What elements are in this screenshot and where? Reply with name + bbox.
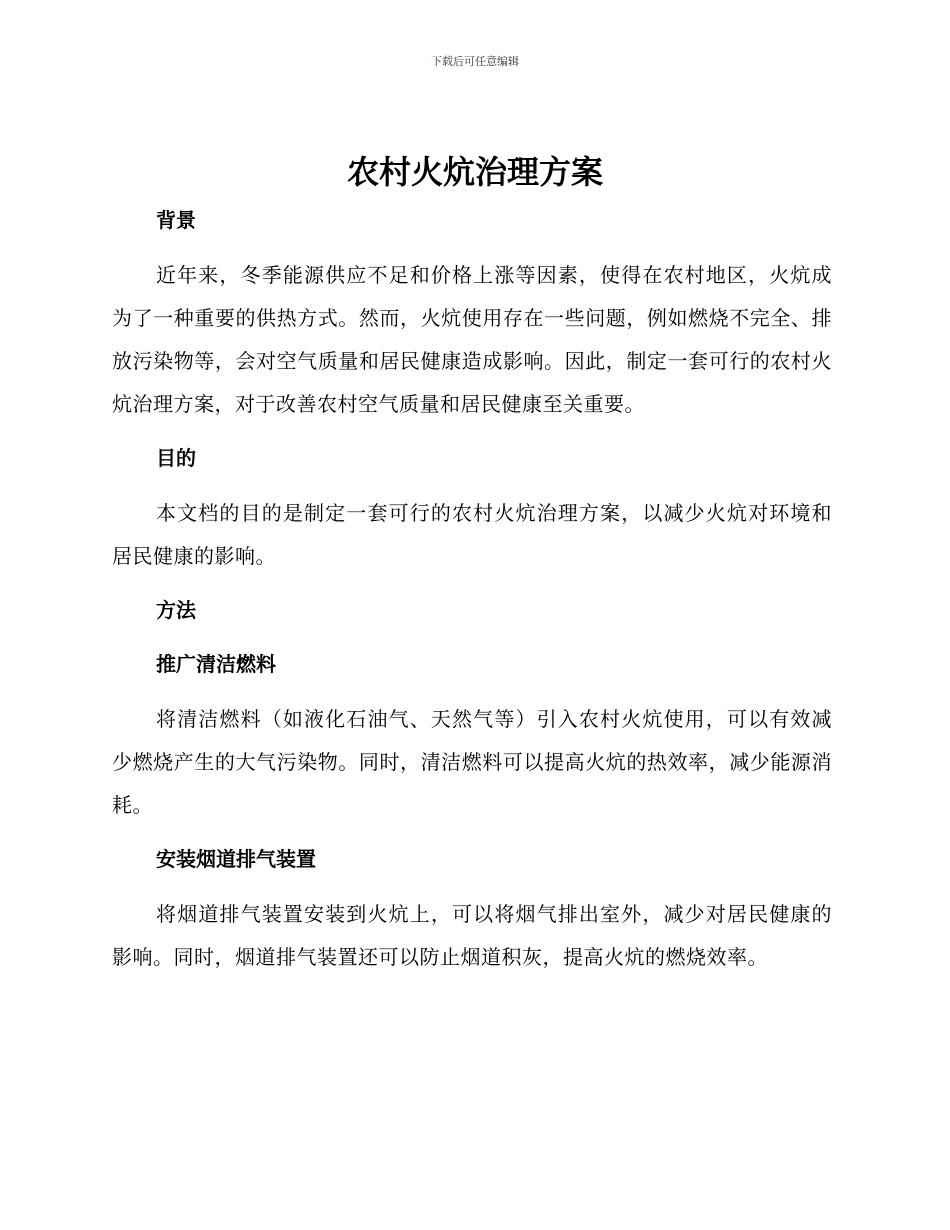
section-heading-purpose: 目的 (156, 446, 196, 470)
section-purpose (112, 438, 832, 578)
section-background (112, 200, 832, 426)
paragraph-purpose: 本文档的目的是制定一套可行的农村火炕治理方案，以减少火炕对环境和居民健康的影响。 (112, 501, 832, 568)
header-note: 下载后可任意编辑 (431, 55, 519, 68)
section-flue-exhaust (112, 839, 832, 979)
section-clean-fuel (112, 644, 832, 827)
section-heading-methods: 方法 (156, 598, 196, 622)
section-heading-flue-exhaust: 安装烟道排气装置 (156, 847, 316, 871)
document-body (112, 200, 832, 991)
section-methods (112, 590, 832, 630)
section-heading-background: 背景 (156, 208, 196, 232)
document-title: 农村火炕治理方案 (346, 153, 603, 191)
section-heading-clean-fuel: 推广清洁燃料 (156, 652, 276, 676)
paragraph-flue-exhaust: 将烟道排气装置安装到火炕上，可以将烟气排出室外，减少对居民健康的影响。同时，烟道排气装置还可以防止烟道积灰，提高火炕的燃烧效率。 (112, 902, 832, 969)
paragraph-clean-fuel: 将清洁燃料（如液化石油气、天然气等）引入农村火炕使用，可以有效减少燃烧产生的大气污染物。同时，清洁燃料可以提高火炕的热效率，减少能源消耗。 (112, 707, 832, 817)
paragraph-background: 近年来，冬季能源供应不足和价格上涨等因素，使得在农村地区，火炕成为了一种重要的供热方式。然而，火炕使用存在一些问题，例如燃烧不完全、排放污染物等，会对空气质量和居民健康造成影响。因此，制定一套可行的农村火炕治理方案，对于改善农村空气质量和居民健康至关重要。 (112, 263, 832, 416)
